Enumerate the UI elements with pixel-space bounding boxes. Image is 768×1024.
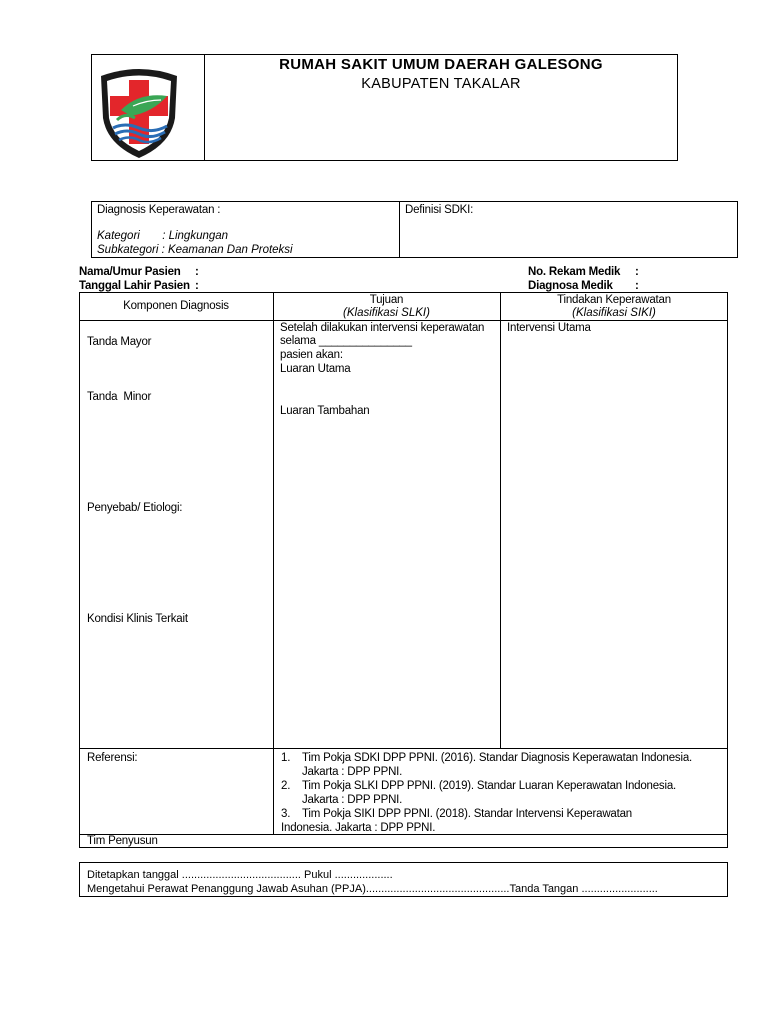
approval-ppja-line: Mengetahui Perawat Penanggung Jawab Asuhan (PPJA)...............................................Tanda Tangan .........................	[87, 883, 658, 895]
patient-dob-colon: :	[195, 280, 199, 292]
col-header-tindakan: Tindakan Keperawatan	[557, 294, 671, 306]
tim-penyusun-label: Tim Penyusun	[87, 835, 158, 847]
diagnosis-label: Diagnosis Keperawatan :	[97, 204, 221, 216]
reference-3-number: 3.	[281, 808, 291, 820]
approval-date-line: Ditetapkan tanggal ....................................... Pukul ...................	[87, 869, 393, 881]
patient-name-age-label: Nama/Umur Pasien	[79, 266, 181, 278]
goal-text-line2: selama _______________	[280, 335, 412, 347]
col-header-komponen: Komponen Diagnosis	[123, 300, 229, 312]
patient-dob-label: Tanggal Lahir Pasien	[79, 280, 190, 292]
intervensi-utama-label: Intervensi Utama	[507, 322, 591, 334]
subkategori-text: Subkategori : Keamanan Dan Proteksi	[97, 244, 293, 256]
goal-text-line3: pasien akan:	[280, 349, 343, 361]
col-header-tujuan-sub: (Klasifikasi SLKI)	[343, 307, 430, 319]
table-col-divider-1	[273, 292, 274, 834]
patient-name-colon: :	[195, 266, 199, 278]
hospital-logo-shield-icon	[95, 66, 183, 160]
regency-name: KABUPATEN TAKALAR	[361, 76, 521, 92]
col-header-tujuan: Tujuan	[369, 294, 404, 306]
diagnosis-divider	[399, 201, 400, 258]
reference-1-number: 1.	[281, 752, 291, 764]
reference-2-number: 2.	[281, 780, 291, 792]
kategori-text: Kategori : Lingkungan	[97, 230, 229, 242]
goal-text-line1: Setelah dilakukan intervensi keperawatan	[280, 322, 485, 334]
tanda-minor-label: Tanda Minor	[87, 391, 152, 403]
penyebab-label: Penyebab/ Etiologi:	[87, 502, 183, 514]
reference-3-line1: Tim Pokja SIKI DPP PPNI. (2018). Standar Intervensi Keperawatan	[302, 808, 633, 820]
table-col-divider-2	[500, 292, 501, 748]
tanda-mayor-label: Tanda Mayor	[87, 336, 152, 348]
reference-2-line2: Jakarta : DPP PPNI.	[302, 794, 403, 806]
referensi-label: Referensi:	[87, 752, 138, 764]
table-body-divider	[79, 748, 728, 749]
reference-2-line1: Tim Pokja SLKI DPP PPNI. (2019). Standar Luaran Keperawatan Indonesia.	[302, 780, 677, 792]
luaran-utama-label: Luaran Utama	[280, 363, 351, 375]
hospital-name: RUMAH SAKIT UMUM DAERAH GALESONG	[279, 56, 603, 73]
col-header-tindakan-sub: (Klasifikasi SIKI)	[572, 307, 656, 319]
medical-diagnosis-label: Diagnosa Medik	[528, 280, 613, 292]
reference-3-line2: Indonesia. Jakarta : DPP PPNI.	[281, 822, 436, 834]
medical-diagnosis-colon: :	[635, 280, 639, 292]
luaran-tambahan-label: Luaran Tambahan	[280, 405, 370, 417]
medical-record-label: No. Rekam Medik	[528, 266, 621, 278]
table-header-divider	[79, 320, 728, 321]
reference-1-line2: Jakarta : DPP PPNI.	[302, 766, 403, 778]
medical-record-colon: :	[635, 266, 639, 278]
kondisi-klinis-label: Kondisi Klinis Terkait	[87, 613, 188, 625]
reference-1-line1: Tim Pokja SDKI DPP PPNI. (2016). Standar Diagnosis Keperawatan Indonesia.	[302, 752, 693, 764]
definisi-sdki-label: Definisi SDKI:	[405, 204, 474, 216]
